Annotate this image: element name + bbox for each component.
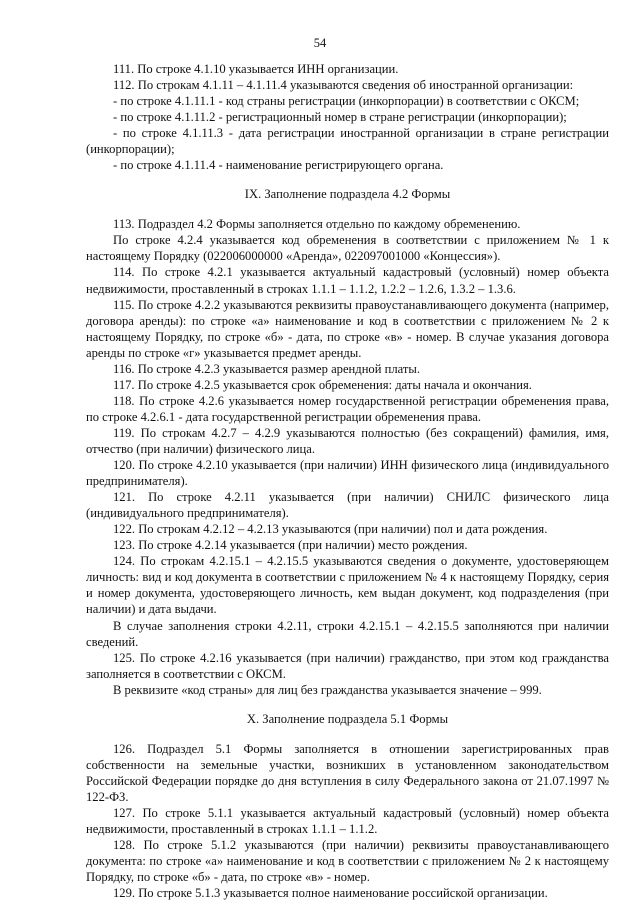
paragraph: 129. По строке 5.1.3 указывается полное наименование российской организации. (113, 886, 548, 901)
paragraph: 118. По строке 4.2.6 указывается номер государственной регистрации обременения права, по строке 4.2.6.1 - дата государственной регистрации обременения права. (86, 393, 609, 424)
paragraph: 125. По строке 4.2.16 указывается (при наличии) гражданство, при этом код гражданства заполняется в соответствии с ОКСМ. (86, 650, 609, 681)
paragraph: - по строке 4.1.11.1 - код страны регистрации (инкорпорации) в соответствии с ОКСМ; (113, 94, 580, 109)
paragraph: 112. По строкам 4.1.11 – 4.1.11.4 указываются сведения об иностранной организации: (113, 78, 574, 93)
paragraph: По строке 4.2.4 указывается код обременения в соответствии с приложением № 1 к настоящему Порядку (022006000000 «Аренда», 022097001000 «Концессия»). (86, 233, 609, 264)
paragraph: 116. По строке 4.2.3 указывается размер арендной платы. (113, 361, 421, 376)
paragraph: - по строке 4.1.11.4 - наименование регистрирующего органа. (113, 158, 444, 173)
paragraph: - по строке 4.1.11.3 - дата регистрации иностранной организации в стране регистрации (инкорпорации); (86, 126, 609, 157)
paragraph: 124. По строкам 4.2.15.1 – 4.2.15.5 указываются сведения о документе, удостоверяющем личность: вид и код документа в соответствии с приложением № 4 к настоящему Порядку, серия и номер документа, удостоверяющего личность, кем выдан документ, код подразделения (при наличии) и дата выдачи. (86, 554, 609, 617)
section-heading: X. Заполнение подраздела 5.1 Формы (246, 711, 449, 726)
paragraph: 114. По строке 4.2.1 указывается актуальный кадастровый (условный) номер объекта недвижимости, проставленный в строках 1.1.1 – 1.1.2, 1.2.2 – 1.2.6, 1.3.2 – 1.3.6. (86, 265, 609, 296)
paragraph: 127. По строке 5.1.1 указывается актуальный кадастровый (условный) номер объекта недвижимости, проставленный в строках 1.1.1 – 1.1.2. (86, 805, 609, 836)
paragraph: 115. По строке 4.2.2 указываются реквизиты правоустанавливающего документа (например, договора аренды): по строке «а» наименование и код в соответствии с приложением № 2 к настоящему Порядку, по строке «б» - дата, по строке «в» - номер. В случае указания договора аренды по строке «г» указывается предмет аренды. (86, 297, 609, 360)
paragraph: В реквизите «код страны» для лиц без гражданства указывается значение – 999. (113, 682, 542, 697)
paragraph: 128. По строке 5.1.2 указываются (при наличии) реквизиты правоустанавливающего документа: по строке «а» наименование и код в соответствии с приложением № 2 к настоящему Порядку, по строке «б» - дата, по строке «в» - номер. (86, 838, 609, 885)
paragraph: 119. По строкам 4.2.7 – 4.2.9 указываются полностью (без сокращений) фамилия, имя, отчество (при наличии) физического лица. (86, 425, 609, 456)
paragraph: 122. По строкам 4.2.12 – 4.2.13 указываются (при наличии) пол и дата рождения. (113, 522, 548, 537)
paragraph: - по строке 4.1.11.2 - регистрационный номер в стране регистрации (инкорпорации); (113, 110, 567, 125)
page-number: 54 (313, 36, 327, 50)
paragraph: 120. По строке 4.2.10 указывается (при наличии) ИНН физического лица (индивидуального предпринимателя). (86, 458, 609, 489)
paragraph: 121. По строке 4.2.11 указывается (при наличии) СНИЛС физического лица (индивидуального предпринимателя). (86, 490, 609, 521)
paragraph: 117. По строке 4.2.5 указывается срок обременения: даты начала и окончания. (113, 377, 532, 392)
paragraph: 111. По строке 4.1.10 указывается ИНН организации. (113, 62, 399, 76)
document-body (86, 61, 609, 901)
paragraph: 126. Подраздел 5.1 Формы заполняется в отношении зарегистрированных прав собственности на земельные участки, возникших в установленном законодательством Российской Федерации порядке до дня вступления в силу Федерального закона от 21.07.1997 № 122-ФЗ. (86, 741, 609, 804)
paragraph: 113. Подраздел 4.2 Формы заполняется отдельно по каждому обременению. (113, 217, 521, 232)
paragraph: 123. По строке 4.2.14 указывается (при наличии) место рождения. (113, 538, 468, 553)
paragraph: В случае заполнения строки 4.2.11, строки 4.2.15.1 – 4.2.15.5 заполняются при наличии сведений. (86, 618, 609, 649)
section-heading: IX. Заполнение подраздела 4.2 Формы (244, 187, 451, 202)
